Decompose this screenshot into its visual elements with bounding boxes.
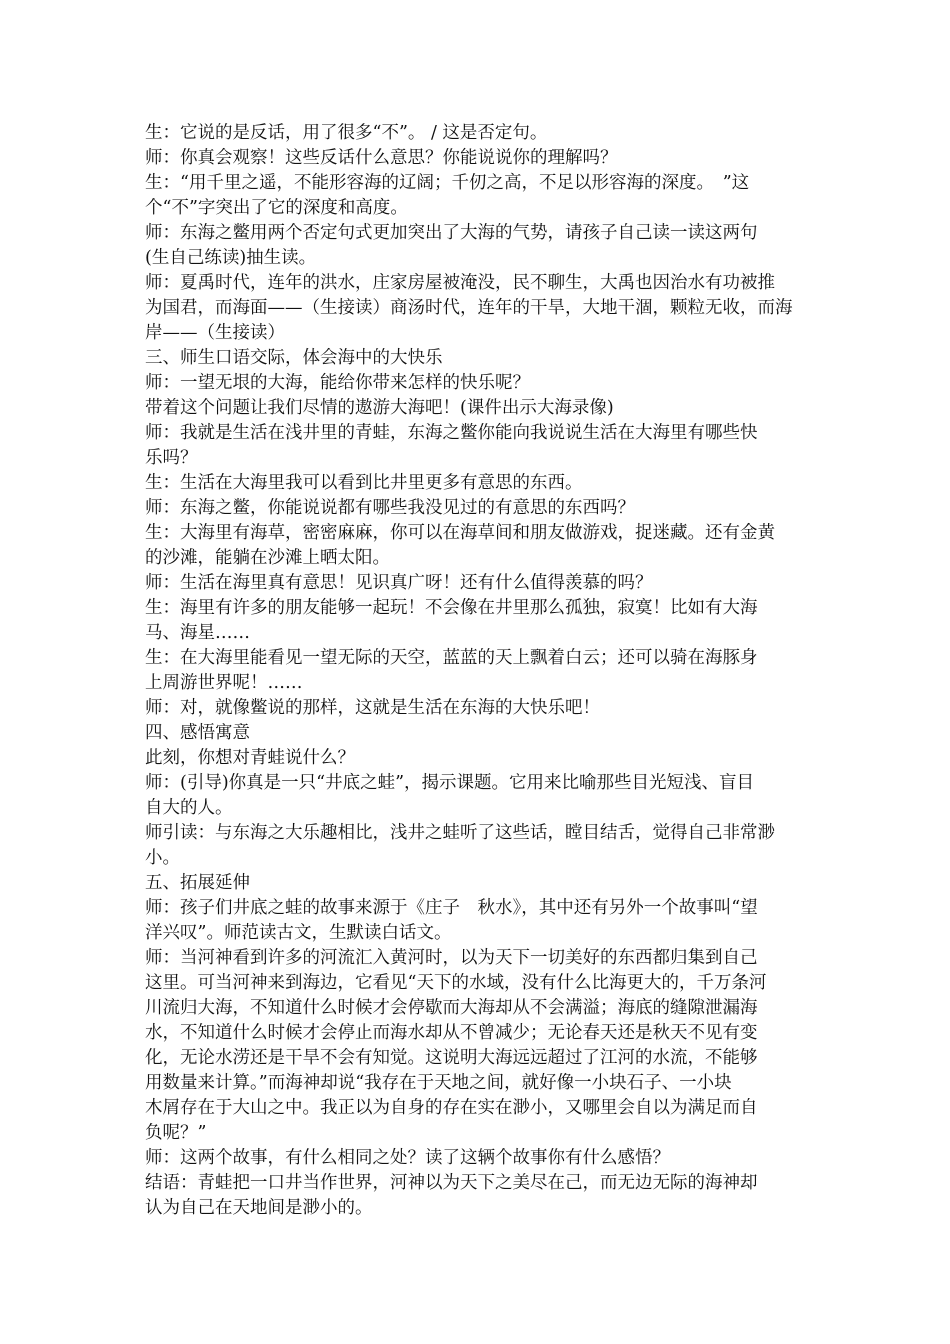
text-line: 洋兴叹”。师范读古文，生默读白话文。 [145,923,452,943]
text-line: 师：孩子们井底之蛙的故事来源于《庄子 秋水》，其中还有另外一个故事叫“望 [145,898,758,918]
section-heading: 三、师生口语交际，体会海中的大快乐 [145,348,443,368]
text-line: 生：“用千里之遥，不能形容海的辽阔；千仞之高，不足以形容海的深度。 ”这 [145,173,750,193]
text-line: 认为自己在天地间是渺小的。 [145,1198,373,1218]
text-line: 小。 [145,848,180,868]
text-line: 马、海星…… [145,623,250,643]
lesson-plan-text [145,121,810,1221]
text-line: 生：大海里有海草，密密麻麻，你可以在海草间和朋友做游戏，捉迷藏。还有金黄 [145,523,775,543]
text-line: 岸——（生接读） [145,323,285,343]
text-line: 水，不知道什么时候才会停止而海水却从不曾减少；无论春天还是秋天不见有变 [145,1023,758,1043]
text-line: 自大的人。 [145,798,233,818]
text-line: 带着这个问题让我们尽情的遨游大海吧！(课件出示大海录像) [145,398,614,418]
text-line: 师：夏禹时代，连年的洪水，庄家房屋被淹没，民不聊生，大禹也因治水有功被推 [145,273,775,293]
text-line: 个“不”字突出了它的深度和高度。 [145,198,408,218]
text-line: 用数量来计算。”而海神却说“我存在于天地之间，就好像一小块石子、一小块 [145,1073,732,1093]
text-line: 化，无论水涝还是干旱不会有知觉。这说明大海远远超过了江河的水流，不能够 [145,1048,758,1068]
text-line: 师：当河神看到许多的河流汇入黄河时，以为天下一切美好的东西都归集到自己 [145,948,758,968]
section-heading: 五、拓展延伸 [145,873,250,893]
text-line: 为国君，而海面——（生接读）商汤时代，连年的干旱，大地干涸，颗粒无收，而海 [145,298,793,318]
text-line: 师：生活在海里真有意思！见识真广呀！还有什么值得羡慕的吗？ [145,573,653,593]
text-line: 木屑存在于大山之中。我正以为自身的存在实在渺小，又哪里会自以为满足而自 [145,1098,758,1118]
text-line: (生自己练读)抽生读。 [145,248,317,268]
text-line: 师：这两个故事，有什么相同之处？读了这辆个故事你有什么感悟？ [145,1148,670,1168]
text-line: 师：(引导)你真是一只“井底之蛙”，揭示课题。它用来比喻那些目光短浅、盲目 [145,773,755,793]
text-line: 生：生活在大海里我可以看到比井里更多有意思的东西。 [145,473,583,493]
text-line: 的沙滩，能躺在沙滩上晒太阳。 [145,548,390,568]
text-line: 师：对，就像鳖说的那样，这就是生活在东海的大快乐吧！ [145,698,600,718]
text-line: 乐吗？ [145,448,198,468]
text-line: 师：我就是生活在浅井里的青蛙，东海之鳖你能向我说说生活在大海里有哪些快 [145,423,758,443]
text-line: 师：东海之鳖，你能说说都有哪些我没见过的有意思的东西吗？ [145,498,635,518]
text-line: 生：在大海里能看见一望无际的天空，蓝蓝的天上飘着白云；还可以骑在海豚身 [145,648,758,668]
text-line: 生：海里有许多的朋友能够一起玩！不会像在井里那么孤独，寂寞！比如有大海 [145,598,758,618]
text-line: 结语：青蛙把一口井当作世界，河神以为天下之美尽在己，而无边无际的海神却 [145,1173,758,1193]
text-line: 师：你真会观察！这些反话什么意思？你能说说你的理解吗？ [145,148,618,168]
text-line: 川流归大海，不知道什么时候才会停歇而大海却从不会满溢；海底的缝隙泄漏海 [145,998,758,1018]
text-line: 负呢？” [145,1123,207,1143]
text-line: 此刻，你想对青蛙说什么？ [145,748,355,768]
text-line: 师：东海之鳖用两个否定句式更加突出了大海的气势，请孩子自己读一读这两句 [145,223,758,243]
section-heading: 四、感悟寓意 [145,723,250,743]
text-line: 师：一望无垠的大海，能给你带来怎样的快乐呢？ [145,373,530,393]
text-line: 生：它说的是反话，用了很多“不”。 / 这是否定句。 [145,123,548,143]
text-line: 这里。可当河神来到海边，它看见“天下的水域，没有什么比海更大的，千万条河 [145,973,767,993]
text-line: 上周游世界呢！…… [145,673,303,693]
text-line: 师引读：与东海之大乐趣相比，浅井之蛙听了这些话，瞠目结舌，觉得自己非常渺 [145,823,775,843]
